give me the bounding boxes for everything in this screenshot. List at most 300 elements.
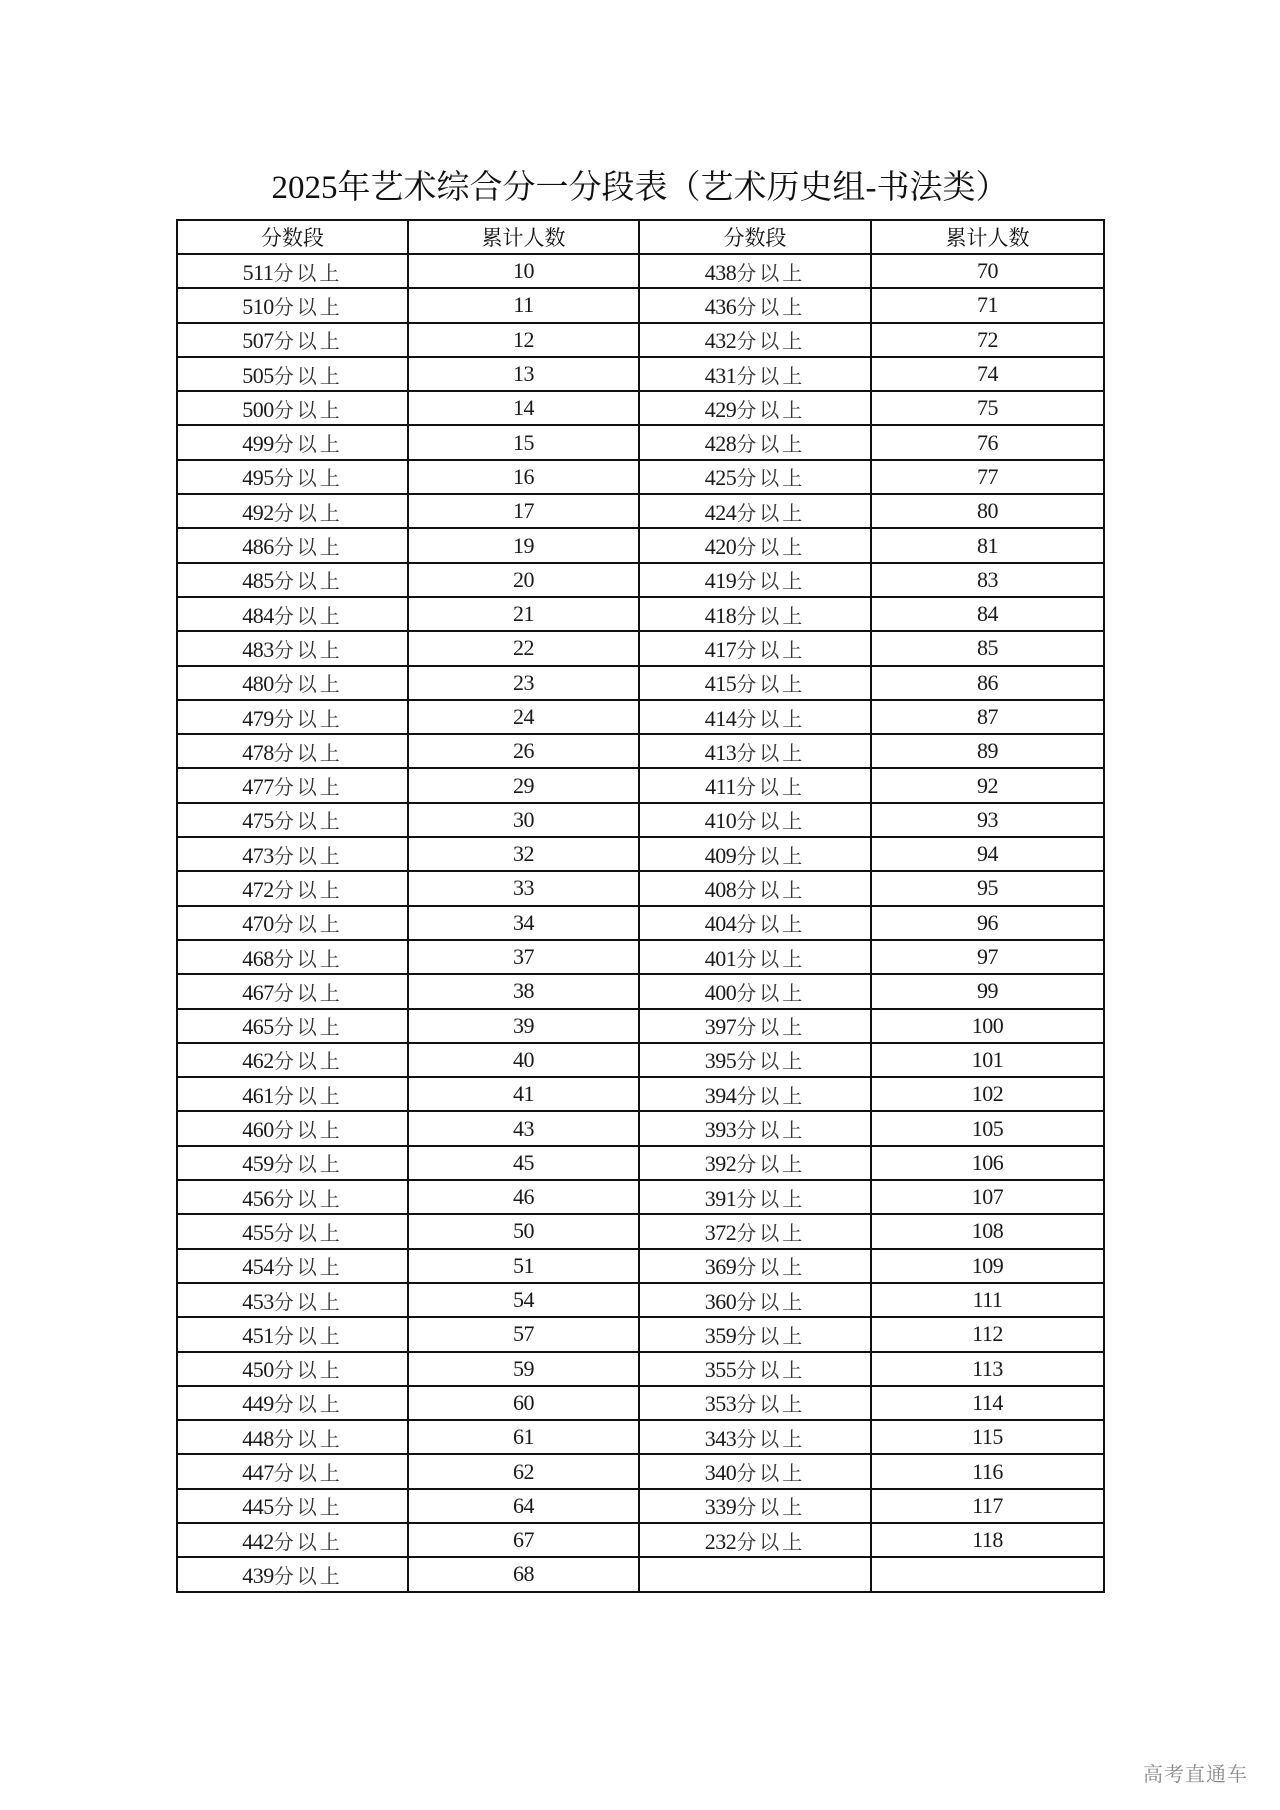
cumulative-count-value: 70 [977,258,998,284]
cumulative-count-value: 109 [971,1252,1004,1278]
score-value: 401 [704,945,737,971]
score-suffix: 分以上 [273,466,343,491]
score-suffix: 分以上 [736,1426,806,1451]
cumulative-count-value: 21 [513,601,534,627]
score-cell-left [177,1420,408,1454]
score-cell-right [639,1420,871,1454]
table-row [177,1557,1104,1591]
cumulative-count-value: 14 [513,395,534,421]
score-suffix: 分以上 [736,1152,806,1177]
cumulative-count-cell-left [408,1146,639,1180]
cumulative-count-value: 59 [513,1355,534,1381]
cumulative-count-cell-left [408,357,639,391]
score-cell-left [177,700,408,734]
cumulative-count-cell-left [408,494,639,528]
score-suffix: 分以上 [736,432,806,457]
table-row [177,1214,1104,1248]
score-suffix: 分以上 [735,775,805,800]
score-cell-right [639,666,871,700]
score-cell-right [639,1111,871,1145]
cumulative-count-cell-right [871,631,1104,665]
score-value: 410 [704,808,737,834]
table-row [177,1180,1104,1214]
score-cell-right [639,700,871,734]
score-suffix: 分以上 [736,1461,806,1486]
table-row [177,528,1104,562]
score-cell-left [177,940,408,974]
score-suffix: 分以上 [273,1015,343,1040]
table-row [177,1420,1104,1454]
score-cell-left [177,734,408,768]
score-suffix: 分以上 [273,397,343,422]
score-cell-left [177,1386,408,1420]
cumulative-count-value: 92 [977,772,998,798]
cumulative-count-cell-right [871,391,1104,425]
cumulative-count-value: 89 [977,738,998,764]
cumulative-count-value: 75 [977,395,998,421]
score-suffix: 分以上 [736,1015,806,1040]
cumulative-count-value: 118 [972,1527,1003,1553]
score-suffix: 分以上 [736,740,806,765]
score-cell-left [177,391,408,425]
cumulative-count-value: 37 [513,944,534,970]
score-suffix: 分以上 [736,809,806,834]
score-value: 408 [704,876,737,902]
cumulative-count-value: 15 [513,429,534,455]
cumulative-count-value: 60 [513,1389,534,1415]
cumulative-count-cell-right [871,323,1104,357]
score-suffix: 分以上 [273,1186,343,1211]
score-suffix: 分以上 [273,603,343,628]
cumulative-count-value: 16 [513,463,534,489]
cumulative-count-value: 81 [977,532,998,558]
cumulative-count-value: 83 [977,566,998,592]
cumulative-count-value: 38 [513,978,534,1004]
score-cell-left [177,1146,408,1180]
cumulative-count-cell-right [871,871,1104,905]
score-suffix: 分以上 [736,1255,806,1280]
score-value: 449 [242,1391,274,1417]
cumulative-count-cell-right [871,734,1104,768]
table-row [177,323,1104,357]
score-value: 340 [704,1460,737,1486]
table-row [177,1249,1104,1283]
score-value: 507 [242,328,274,354]
table-row [177,1317,1104,1351]
table-row [177,391,1104,425]
score-cell-right [639,1180,871,1214]
score-value: 428 [704,431,737,457]
score-cell-left [177,1214,408,1248]
cumulative-count-cell-left [408,460,639,494]
cumulative-count-value: 96 [977,909,998,935]
table-row [177,494,1104,528]
cumulative-count-value: 72 [977,326,998,352]
score-suffix: 分以上 [273,1118,343,1143]
score-value: 495 [242,465,274,491]
cumulative-count-cell-right [871,425,1104,459]
score-value: 484 [242,602,274,628]
cumulative-count-cell-right [871,1557,1104,1591]
cumulative-count-cell-right [871,1111,1104,1145]
score-value: 499 [242,431,274,457]
score-cell-left [177,1249,408,1283]
score-cell-right [639,323,871,357]
score-value: 472 [242,876,274,902]
score-suffix: 分以上 [736,1358,806,1383]
watermark: 高考直通车 [1143,1762,1248,1786]
score-value: 462 [242,1048,274,1074]
cumulative-count-value: 17 [513,498,534,524]
score-suffix: 分以上 [273,672,343,697]
score-value: 467 [242,979,274,1005]
score-suffix: 分以上 [273,1049,343,1074]
table-row [177,425,1104,459]
table-row [177,1283,1104,1317]
table-row [177,1352,1104,1386]
score-value: 500 [242,396,274,422]
score-value: 420 [704,534,737,560]
score-value: 439 [242,1562,274,1588]
score-cell-right [639,597,871,631]
cumulative-count-cell-left [408,768,639,802]
cumulative-count-value: 111 [972,1287,1003,1313]
score-value: 393 [704,1117,737,1143]
table-row [177,1386,1104,1420]
score-value: 394 [704,1082,737,1108]
cumulative-count-value: 57 [513,1321,534,1347]
score-suffix: 分以上 [736,877,806,902]
cumulative-count-cell-right [871,974,1104,1008]
score-suffix: 分以上 [736,500,806,525]
cumulative-count-value: 71 [977,292,998,318]
cumulative-count-cell-right [871,1352,1104,1386]
score-value: 425 [704,465,737,491]
cumulative-count-value: 33 [513,875,534,901]
cumulative-count-cell-right [871,288,1104,322]
table-row [177,597,1104,631]
cumulative-count-cell-left [408,734,639,768]
cumulative-count-cell-right [871,1009,1104,1043]
score-cell-right [639,1386,871,1420]
cumulative-count-value: 62 [513,1458,534,1484]
score-value: 448 [242,1425,274,1451]
cumulative-count-value: 105 [971,1115,1004,1141]
table-row [177,906,1104,940]
score-value: 436 [704,293,737,319]
score-suffix: 分以上 [736,329,806,354]
score-value: 353 [704,1391,737,1417]
table-row [177,700,1104,734]
score-suffix: 分以上 [273,1220,343,1245]
score-value: 429 [704,396,737,422]
score-cell-left [177,597,408,631]
table-row [177,1077,1104,1111]
header-cumulative-count-right: 累计人数 [871,220,1104,254]
cumulative-count-value: 77 [977,463,998,489]
cumulative-count-value: 22 [513,635,534,661]
score-cell-left [177,1317,408,1351]
cumulative-count-cell-left [408,1523,639,1557]
score-cell-left [177,1454,408,1488]
header-score-range-left: 分数段 [177,220,408,254]
cumulative-count-cell-left [408,803,639,837]
cumulative-count-cell-left [408,631,639,665]
score-suffix: 分以上 [736,1220,806,1245]
cumulative-count-cell-left [408,1214,639,1248]
score-value: 438 [704,259,737,285]
score-cell-left [177,906,408,940]
cumulative-count-value: 97 [977,944,998,970]
score-cell-right [639,425,871,459]
table-row [177,940,1104,974]
score-value: 492 [242,499,274,525]
score-suffix: 分以上 [273,1358,343,1383]
table-row [177,631,1104,665]
cumulative-count-value: 19 [513,532,534,558]
cumulative-count-cell-left [408,563,639,597]
table-row [177,1489,1104,1523]
table-row [177,871,1104,905]
score-suffix: 分以上 [273,1289,343,1314]
table-row [177,357,1104,391]
score-value: 414 [704,705,737,731]
table-row [177,1111,1104,1145]
cumulative-count-value: 87 [977,704,998,729]
score-suffix: 分以上 [273,637,343,662]
cumulative-count-cell-right [871,906,1104,940]
score-suffix: 分以上 [736,1495,806,1520]
score-value: 339 [704,1494,737,1520]
cumulative-count-cell-left [408,1317,639,1351]
cumulative-count-cell-right [871,254,1104,288]
cumulative-count-value: 11 [513,292,534,318]
score-cell-left [177,1523,408,1557]
score-suffix: 分以上 [273,740,343,765]
score-suffix: 分以上 [736,569,806,594]
cumulative-count-value: 34 [513,909,534,935]
score-cell-left [177,1283,408,1317]
score-suffix: 分以上 [736,672,806,697]
score-value: 442 [242,1528,274,1554]
score-cell-right [639,357,871,391]
cumulative-count-value: 40 [513,1046,534,1072]
score-cell-right [639,288,871,322]
cumulative-count-value: 101 [971,1046,1004,1072]
score-suffix: 分以上 [736,466,806,491]
score-cell-left [177,494,408,528]
score-value: 456 [242,1185,274,1211]
page-title: 2025年艺术综合分一分段表（艺术历史组-书法类） [271,170,1009,206]
score-value: 459 [242,1151,274,1177]
score-value: 392 [704,1151,737,1177]
cumulative-count-value: 112 [972,1321,1003,1347]
score-suffix: 分以上 [273,912,343,937]
score-value: 486 [242,534,274,560]
cumulative-count-value: 68 [513,1561,534,1587]
score-cell-right [639,1523,871,1557]
score-cell-right [639,631,871,665]
cumulative-count-cell-right [871,1523,1104,1557]
score-cell-right [639,1317,871,1351]
score-cell-right [639,528,871,562]
cumulative-count-cell-right [871,460,1104,494]
score-cell-right [639,974,871,1008]
score-value: 510 [242,293,274,319]
cumulative-count-cell-right [871,1249,1104,1283]
cumulative-count-value: 32 [513,841,534,867]
score-cell-left [177,974,408,1008]
score-cell-left [177,1180,408,1214]
score-cell-left [177,288,408,322]
score-value: 468 [242,945,274,971]
cumulative-count-value: 10 [513,258,534,284]
cumulative-count-value: 51 [513,1252,534,1278]
score-suffix: 分以上 [736,1323,806,1348]
cumulative-count-value: 102 [971,1081,1004,1107]
score-value: 360 [704,1288,737,1314]
score-value: 413 [704,739,737,765]
score-value: 418 [704,602,737,628]
cumulative-count-value: 61 [513,1424,534,1450]
score-value: 432 [704,328,737,354]
score-value: 451 [242,1322,274,1348]
cumulative-count-cell-right [871,940,1104,974]
score-suffix: 分以上 [273,1529,343,1554]
cumulative-count-value: 54 [513,1287,534,1313]
table-row [177,563,1104,597]
score-suffix: 分以上 [273,809,343,834]
cumulative-count-value: 113 [972,1355,1003,1381]
score-value: 483 [242,636,274,662]
score-cell-left [177,425,408,459]
score-cell-left [177,323,408,357]
cumulative-count-cell-left [408,871,639,905]
score-cell-left [177,837,408,871]
table-row [177,288,1104,322]
cumulative-count-cell-left [408,1489,639,1523]
cumulative-count-value: 50 [513,1218,534,1244]
score-cell-right [639,940,871,974]
score-suffix: 分以上 [273,1461,343,1486]
score-cell-right [639,768,871,802]
score-suffix: 分以上 [736,1083,806,1108]
score-value: 391 [704,1185,737,1211]
score-suffix: 分以上 [736,363,806,388]
score-cell-left [177,460,408,494]
score-suffix: 分以上 [736,1392,806,1417]
cumulative-count-value: 29 [513,772,534,798]
cumulative-count-cell-right [871,1214,1104,1248]
cumulative-count-cell-left [408,1180,639,1214]
cumulative-count-cell-right [871,357,1104,391]
cumulative-count-value: 117 [972,1492,1003,1518]
score-value: 397 [704,1014,737,1040]
cumulative-count-cell-left [408,254,639,288]
score-suffix: 分以上 [736,535,806,560]
score-suffix: 分以上 [273,946,343,971]
score-value: 409 [704,842,737,868]
score-cell-left [177,528,408,562]
score-cell-right [639,494,871,528]
score-suffix: 分以上 [273,1392,343,1417]
cumulative-count-cell-left [408,391,639,425]
score-value: 445 [242,1494,274,1520]
score-cell-right [639,1352,871,1386]
score-value: 453 [242,1288,274,1314]
cumulative-count-cell-right [871,563,1104,597]
cumulative-count-value: 84 [977,601,998,627]
cumulative-count-cell-right [871,494,1104,528]
score-cell-right [639,837,871,871]
cumulative-count-value: 95 [977,875,998,901]
score-value: 477 [242,774,274,800]
score-value: 395 [704,1048,737,1074]
score-suffix: 分以上 [736,260,806,285]
score-suffix: 分以上 [736,1049,806,1074]
score-value: 372 [704,1219,737,1245]
cumulative-count-value: 43 [513,1115,534,1141]
table-row [177,1454,1104,1488]
table-row [177,768,1104,802]
cumulative-count-value: 20 [513,566,534,592]
cumulative-count-value: 94 [977,841,998,867]
score-cell-left [177,1043,408,1077]
score-suffix: 分以上 [736,637,806,662]
score-value: 473 [242,842,274,868]
cumulative-count-cell-right [871,1077,1104,1111]
cumulative-count-cell-right [871,1317,1104,1351]
cumulative-count-cell-right [871,666,1104,700]
score-cell-left [177,1352,408,1386]
score-suffix: 分以上 [736,1118,806,1143]
table-row [177,254,1104,288]
score-suffix: 分以上 [273,1563,343,1588]
score-cell-right [639,1283,871,1317]
score-cell-right [639,734,871,768]
table-row [177,734,1104,768]
cumulative-count-value: 93 [977,806,998,832]
cumulative-count-cell-left [408,1454,639,1488]
cumulative-count-cell-right [871,1420,1104,1454]
cumulative-count-cell-left [408,1352,639,1386]
score-value: 475 [242,808,274,834]
score-value: 404 [704,911,737,937]
score-cell-right [639,391,871,425]
cumulative-count-cell-right [871,1386,1104,1420]
cumulative-count-value: 114 [972,1389,1003,1415]
score-value: 417 [704,636,737,662]
cumulative-count-value: 41 [513,1081,534,1107]
score-suffix: 分以上 [736,946,806,971]
score-suffix: 分以上 [273,432,343,457]
table-row [177,666,1104,700]
score-value: 447 [242,1460,274,1486]
score-cell-right [639,460,871,494]
score-suffix: 分以上 [736,1289,806,1314]
cumulative-count-cell-right [871,1283,1104,1317]
cumulative-count-value: 24 [513,704,534,729]
cumulative-count-cell-left [408,1557,639,1591]
score-suffix: 分以上 [273,843,343,868]
score-cell-right [639,1146,871,1180]
score-cell-left [177,1489,408,1523]
cumulative-count-cell-left [408,323,639,357]
cumulative-count-value: 108 [971,1218,1004,1244]
cumulative-count-cell-right [871,1043,1104,1077]
header-cumulative-count-left: 累计人数 [408,220,639,254]
cumulative-count-value: 13 [513,361,534,387]
